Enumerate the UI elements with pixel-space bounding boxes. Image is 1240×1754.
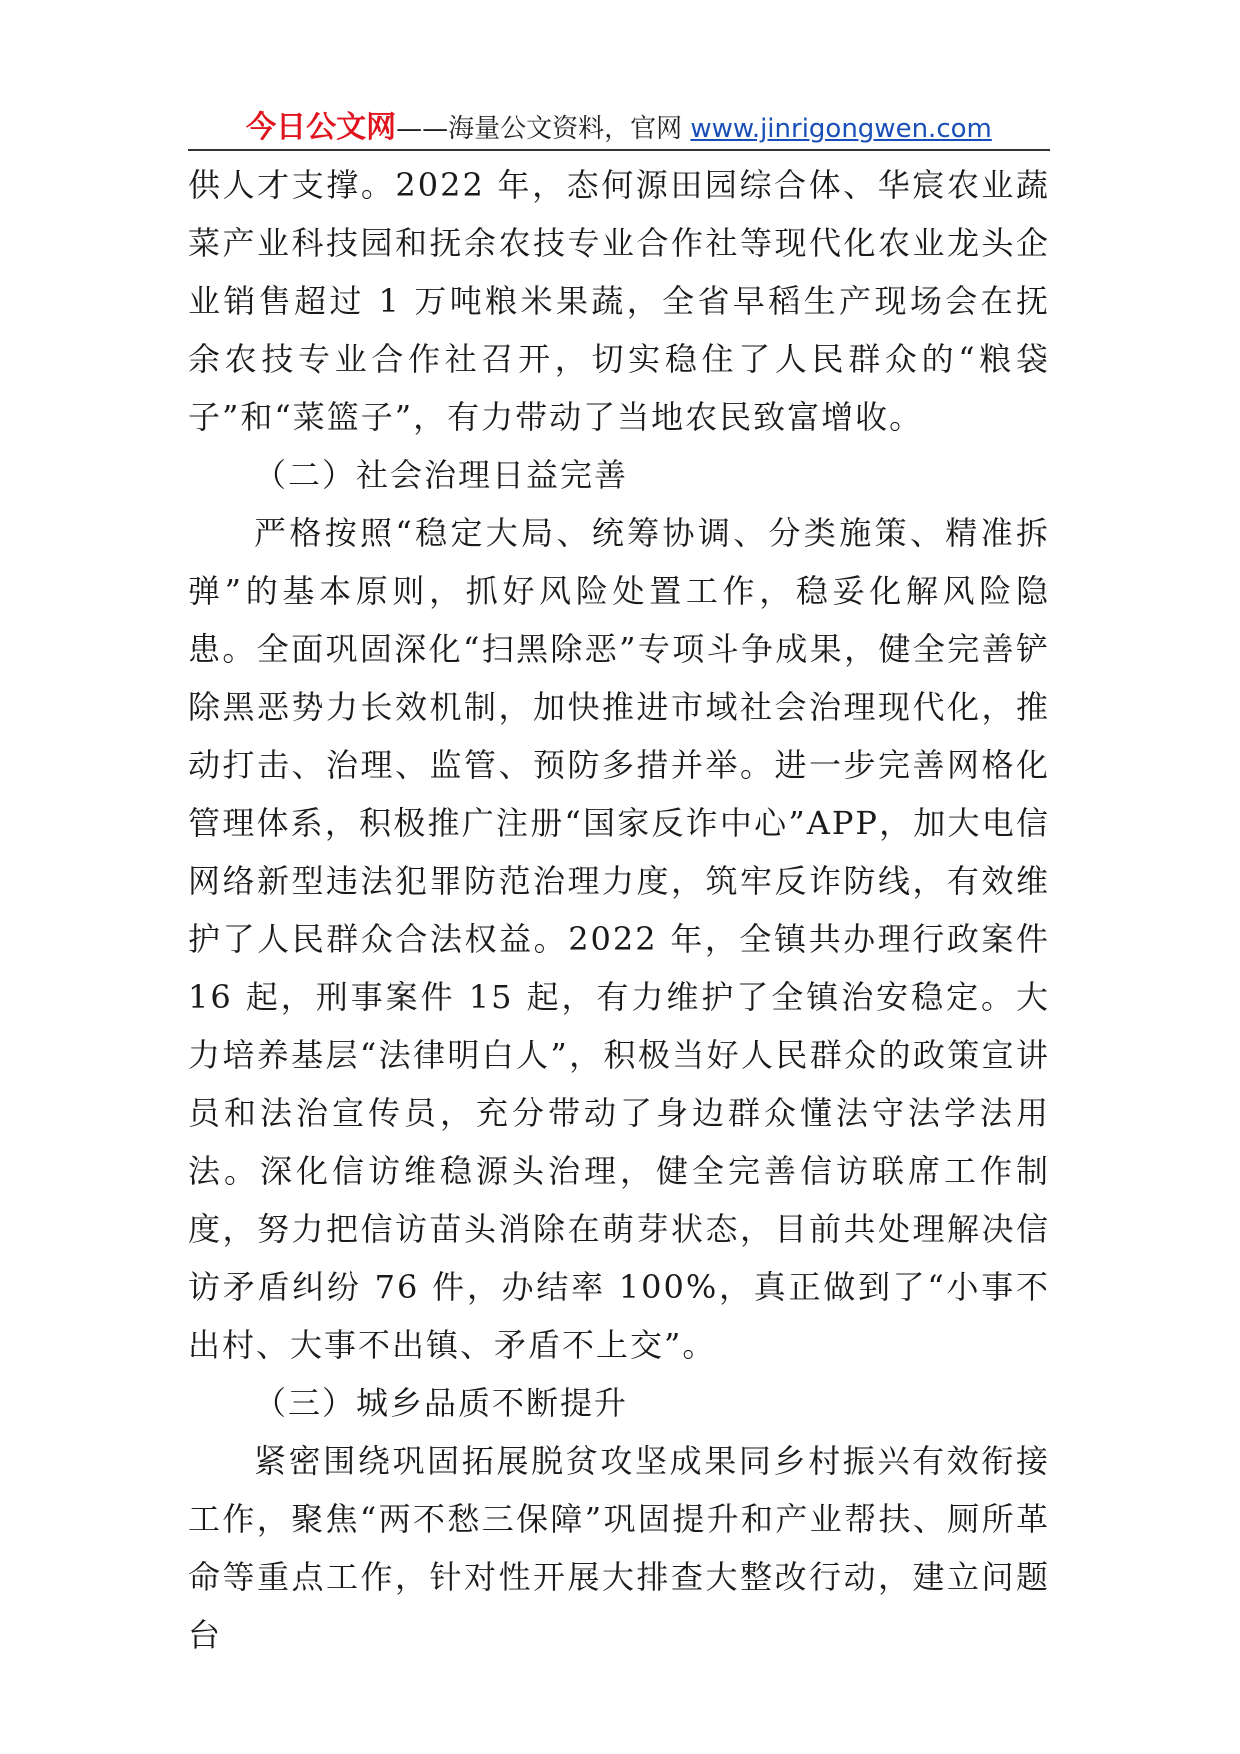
paragraph-continued: 供人才支撑。2022 年，态何源田园综合体、华宸农业蔬菜产业科技园和抚余农技专业合作社等现代化农业龙头企业销售超过 1 万吨粮米果蔬，全省早稻生产现场会在抚余农技专业合作社召开，切实稳住了人民群众的“粮袋子”和“菜篮子”，有力带动了当地农民致富增收。 — [188, 166, 1050, 436]
header-dash: —— — [396, 114, 449, 144]
page-header — [188, 108, 1050, 148]
site-url-link[interactable]: www.jinrigongwen.com — [690, 114, 992, 144]
section-heading-3: （三）城乡品质不断提升 — [254, 1384, 629, 1422]
section-heading-2: （二）社会治理日益完善 — [254, 456, 629, 494]
header-description: 海量公文资料，官网 — [448, 114, 691, 144]
paragraph-social-governance: 严格按照“稳定大局、统筹协调、分类施策、精准拆弹”的基本原则，抓好风险处置工作，稳妥化解风险隐患。全面巩固深化“扫黑除恶”专项斗争成果，健全完善铲除黑恶势力长效机制，加快推进市域社会治理现代化，推动打击、治理、监管、预防多措并举。进一步完善网格化管理体系，积极推广注册“国家反诈中心”APP，加大电信网络新型违法犯罪防范治理力度，筑牢反诈防线，有效维护了人民群众合法权益。2022 年，全镇共办理行政案件 16 起，刑事案件 15 起，有力维护了全镇治安稳定。大力培养基层“法律明白人”，积极当好人民群众的政策宣讲员和法治宣传员，充分带动了身边群众懂法守法学法用法。深化信访维稳源头治理，健全完善信访联席工作制度，努力把信访苗头消除在萌芽状态，目前共处理解决信访矛盾纠纷 76 件，办结率 100%，真正做到了“小事不出村、大事不出镇、矛盾不上交”。 — [188, 514, 1050, 1364]
site-brand[interactable]: 今日公文网 — [246, 110, 397, 145]
paragraph-urban-rural: 紧密围绕巩固拓展脱贫攻坚成果同乡村振兴有效衔接工作，聚焦“两不愁三保障”巩固提升和产业帮扶、厕所革命等重点工作，针对性开展大排查大整改行动，建立问题台 — [188, 1442, 1050, 1654]
header-divider — [188, 149, 1050, 151]
document-body — [188, 156, 1050, 1664]
